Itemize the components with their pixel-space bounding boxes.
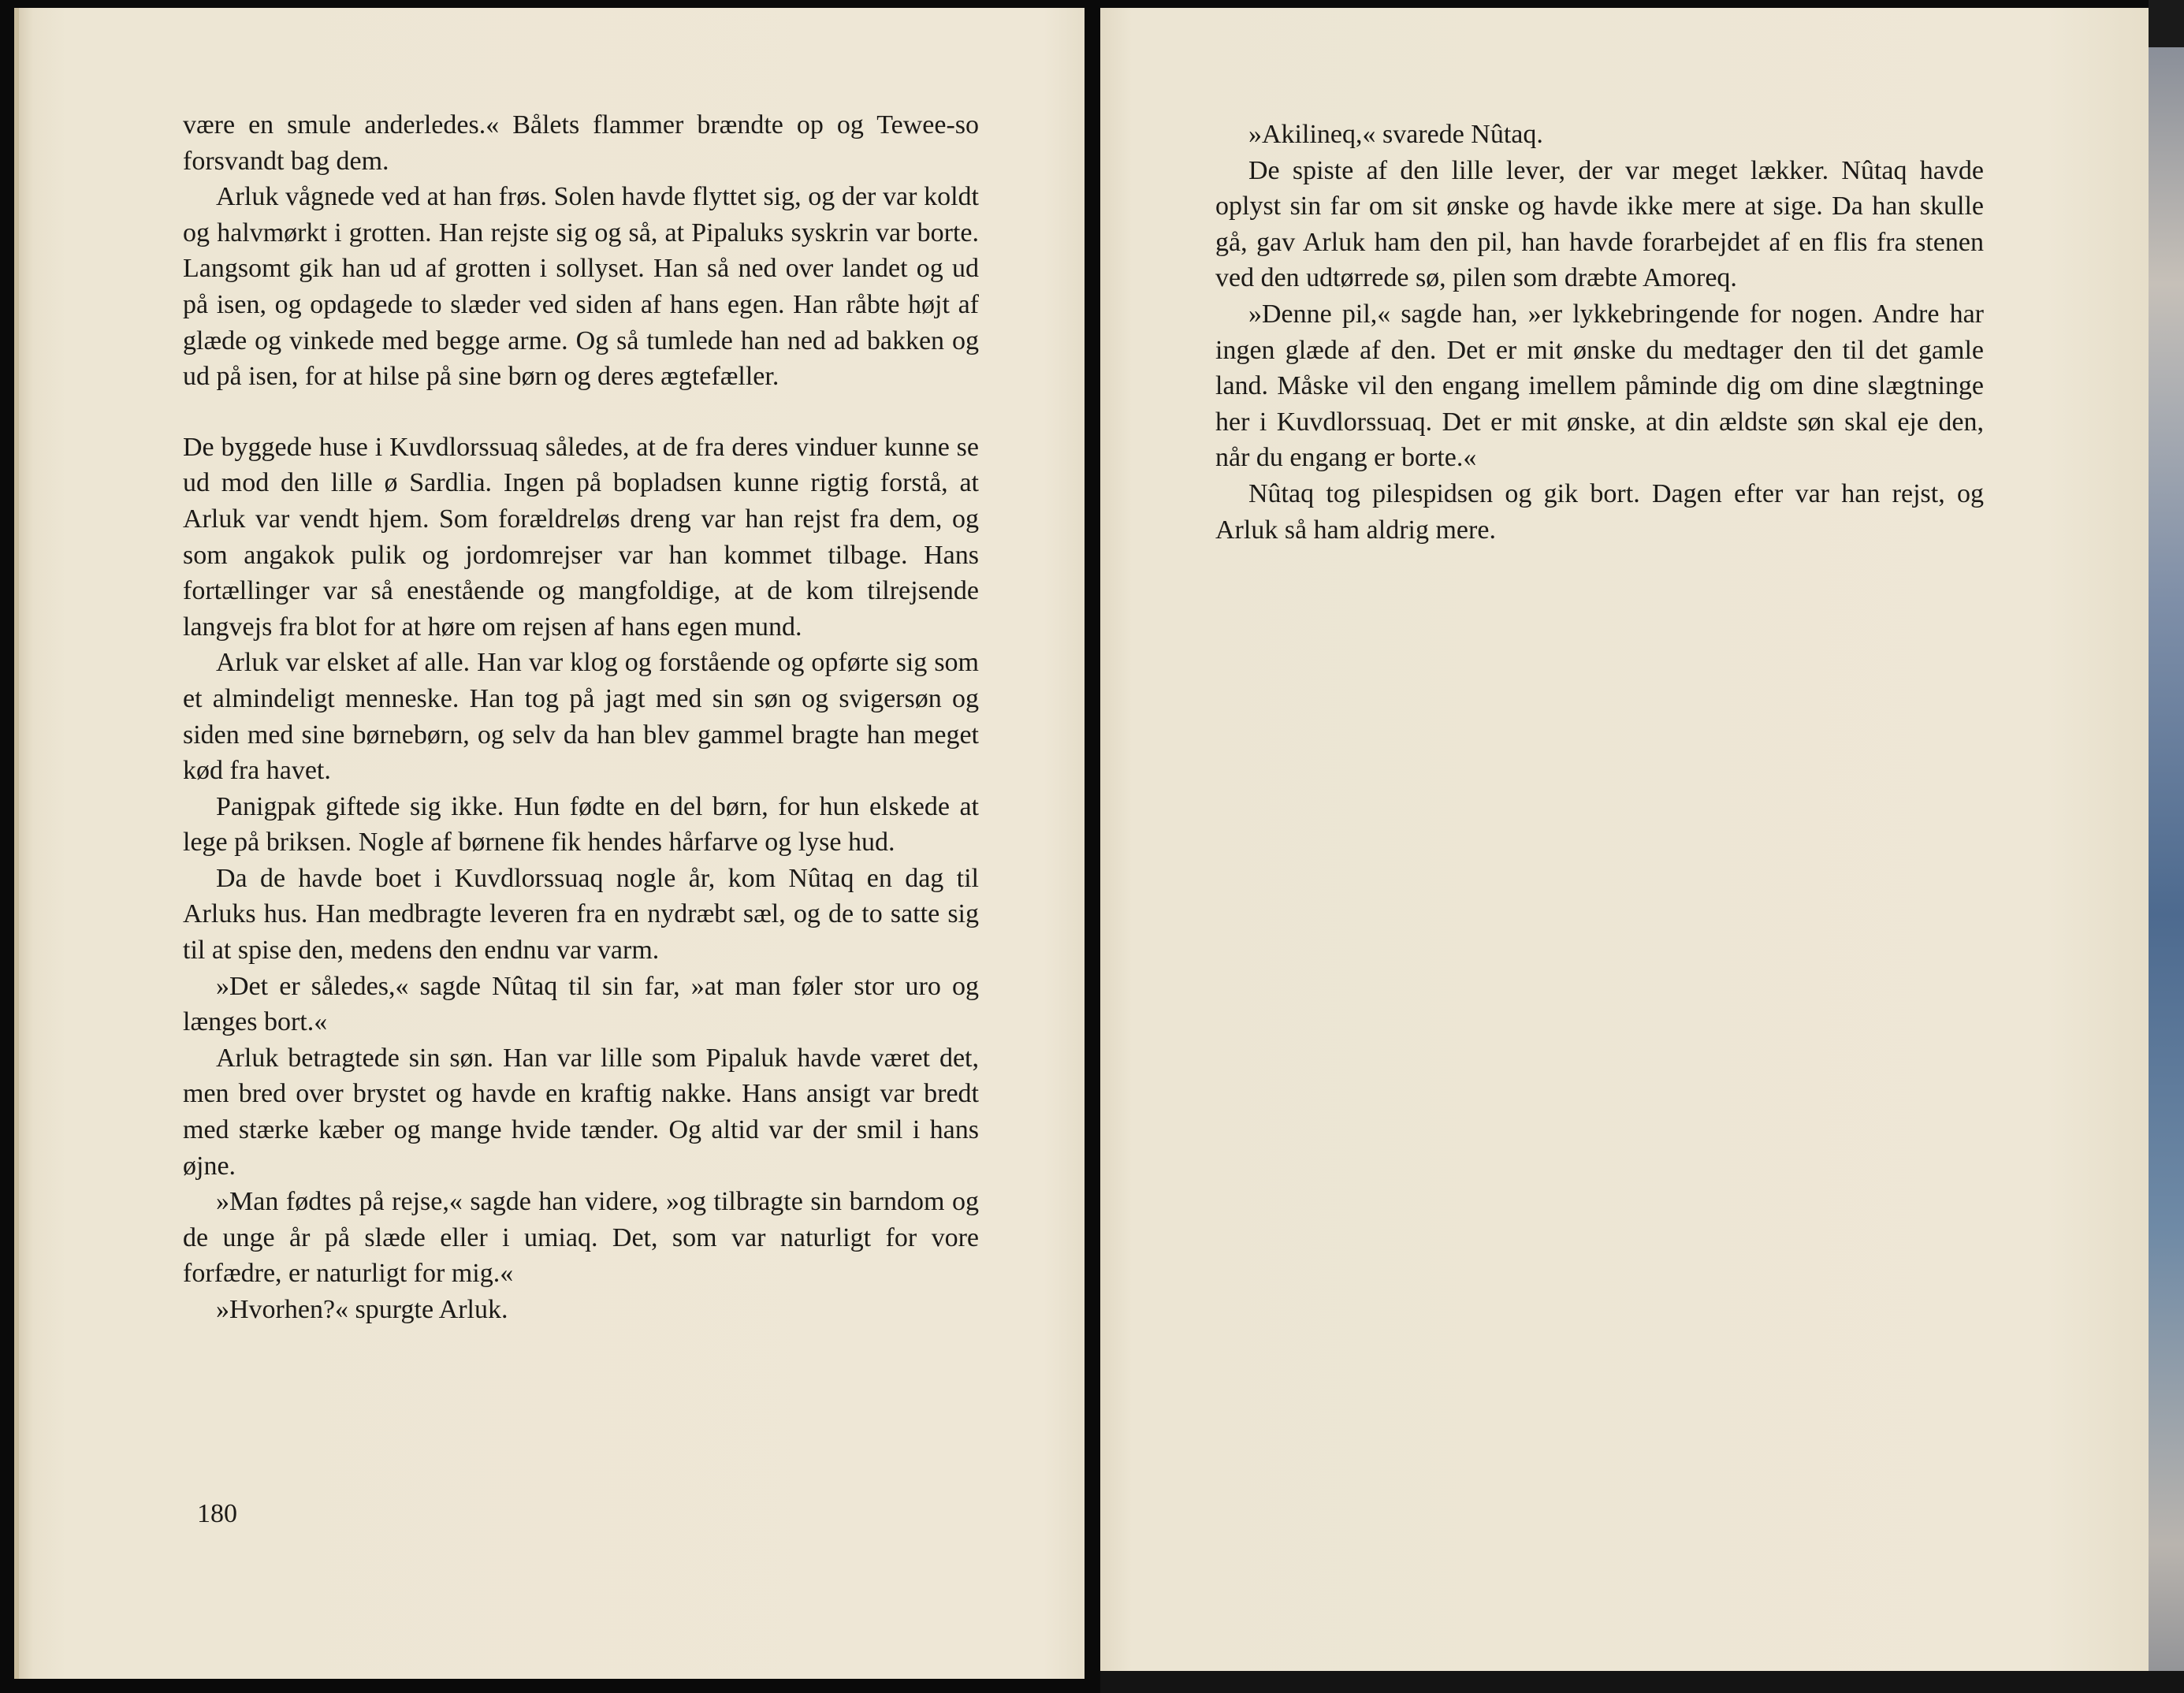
background-bottom <box>1100 1671 2184 1693</box>
paragraph: De spiste af den lille lever, der var meget lækker. Nûtaq havde oplyst sin far om sit ønske og havde ikke mere at sige. Da han skulle gå, gav Arluk ham den pil, han havde forarbejdet af en flis fra stenen ved den udtørrede sø, pilen som dræbte Amoreq. <box>1215 155 1984 293</box>
paragraph: Da de havde boet i Kuvdlorssuaq nogle år, kom Nûtaq en dag til Arluks hus. Han medbragte leveren fra en nydræbt sæl, og de to satte sig til at spise den, medens den endnu var varm. <box>183 863 979 966</box>
paragraph: »Man fødtes på rejse,« sagde han videre, »og tilbragte sin barndom og de unge år på slæde eller i umiaq. Det, som var naturligt for vore forfædre, er naturligt for mig.« <box>183 1187 979 1289</box>
background-edge <box>2149 47 2184 1693</box>
paragraph: Arluk betragtede sin søn. Han var lille som Pipaluk havde været det, men bred over brystet og havde en kraftig nakke. Hans ansigt var bredt med stærke kæber og mange hvide tænder. Og altid var der smil i hans øjne. <box>183 1043 979 1181</box>
right-page-text <box>1215 117 1984 548</box>
paragraph: »Hvorhen?« spurgte Arluk. <box>216 1295 508 1324</box>
paragraph: De byggede huse i Kuvdlorssuaq således, at de fra deres vinduer kunne se ud mod den lille ø Sardlia. Ingen på bopladsen kunne rigtig forstå, at Arluk var vendt hjem. Som forældreløs dreng var han rejst fra dem, og som angakok pulik og jordomrejser var han kommet tilbage. Hans fortællinger var så enestående og mangfoldige, at de kom tilrejsende langvejs fra blot for at høre om rejsen af hans egen mund. <box>183 432 979 642</box>
page-number: 180 <box>197 1499 237 1528</box>
paragraph: Arluk vågnede ved at han frøs. Solen havde flyttet sig, og der var koldt og halvmørkt i grotten. Han rejste sig og så, at Pipaluks syskrin var borte. Langsomt gik han ud af grotten i sollyset. Han så ned over landet og ud på isen, og opdagede to slæder ved siden af hans egen. Han råbte højt af glæde og vinkede med begge arme. Og så tumlede han ned ad bakken og ud på isen, for at hilse på sine børn og deres ægtefæller. <box>183 182 979 392</box>
background-corner <box>2149 0 2184 47</box>
paragraph: »Akilineq,« svarede Nûtaq. <box>1248 120 1543 149</box>
paragraph: være en smule anderledes.« Bålets flammer brændte op og Tewee-so forsvandt bag dem. <box>183 110 979 176</box>
paragraph: Panigpak giftede sig ikke. Hun fødte en del børn, for hun elskede at lege på briksen. Nogle af børnene fik hendes hårfarve og lyse hud. <box>183 791 979 858</box>
paragraph: »Det er således,« sagde Nûtaq til sin far, »at man føler stor uro og længes bort.« <box>183 971 979 1037</box>
paragraph: Nûtaq tog pilespidsen og gik bort. Dagen efter var han rejst, og Arluk så ham aldrig mere. <box>1215 478 1984 545</box>
paragraph: Arluk var elsket af alle. Han var klog og forstående og opførte sig som et almindeligt menneske. Han tog på jagt med sin søn og svigersøn og siden med sine børnebørn, og selv da han blev gammel bragte han meget kød fra havet. <box>183 648 979 786</box>
left-page-text <box>183 107 979 1328</box>
paragraph: »Denne pil,« sagde han, »er lykkebringende for nogen. Andre har ingen glæde af den. Det er mit ønske du medtager den til det gamle land. Måske vil den engang imellem påminde dig om dine slægtninge her i Kuvdlorssuaq. Det er mit ønske, at din ældste søn skal eje den, når du engang er borte.« <box>1215 299 1984 473</box>
